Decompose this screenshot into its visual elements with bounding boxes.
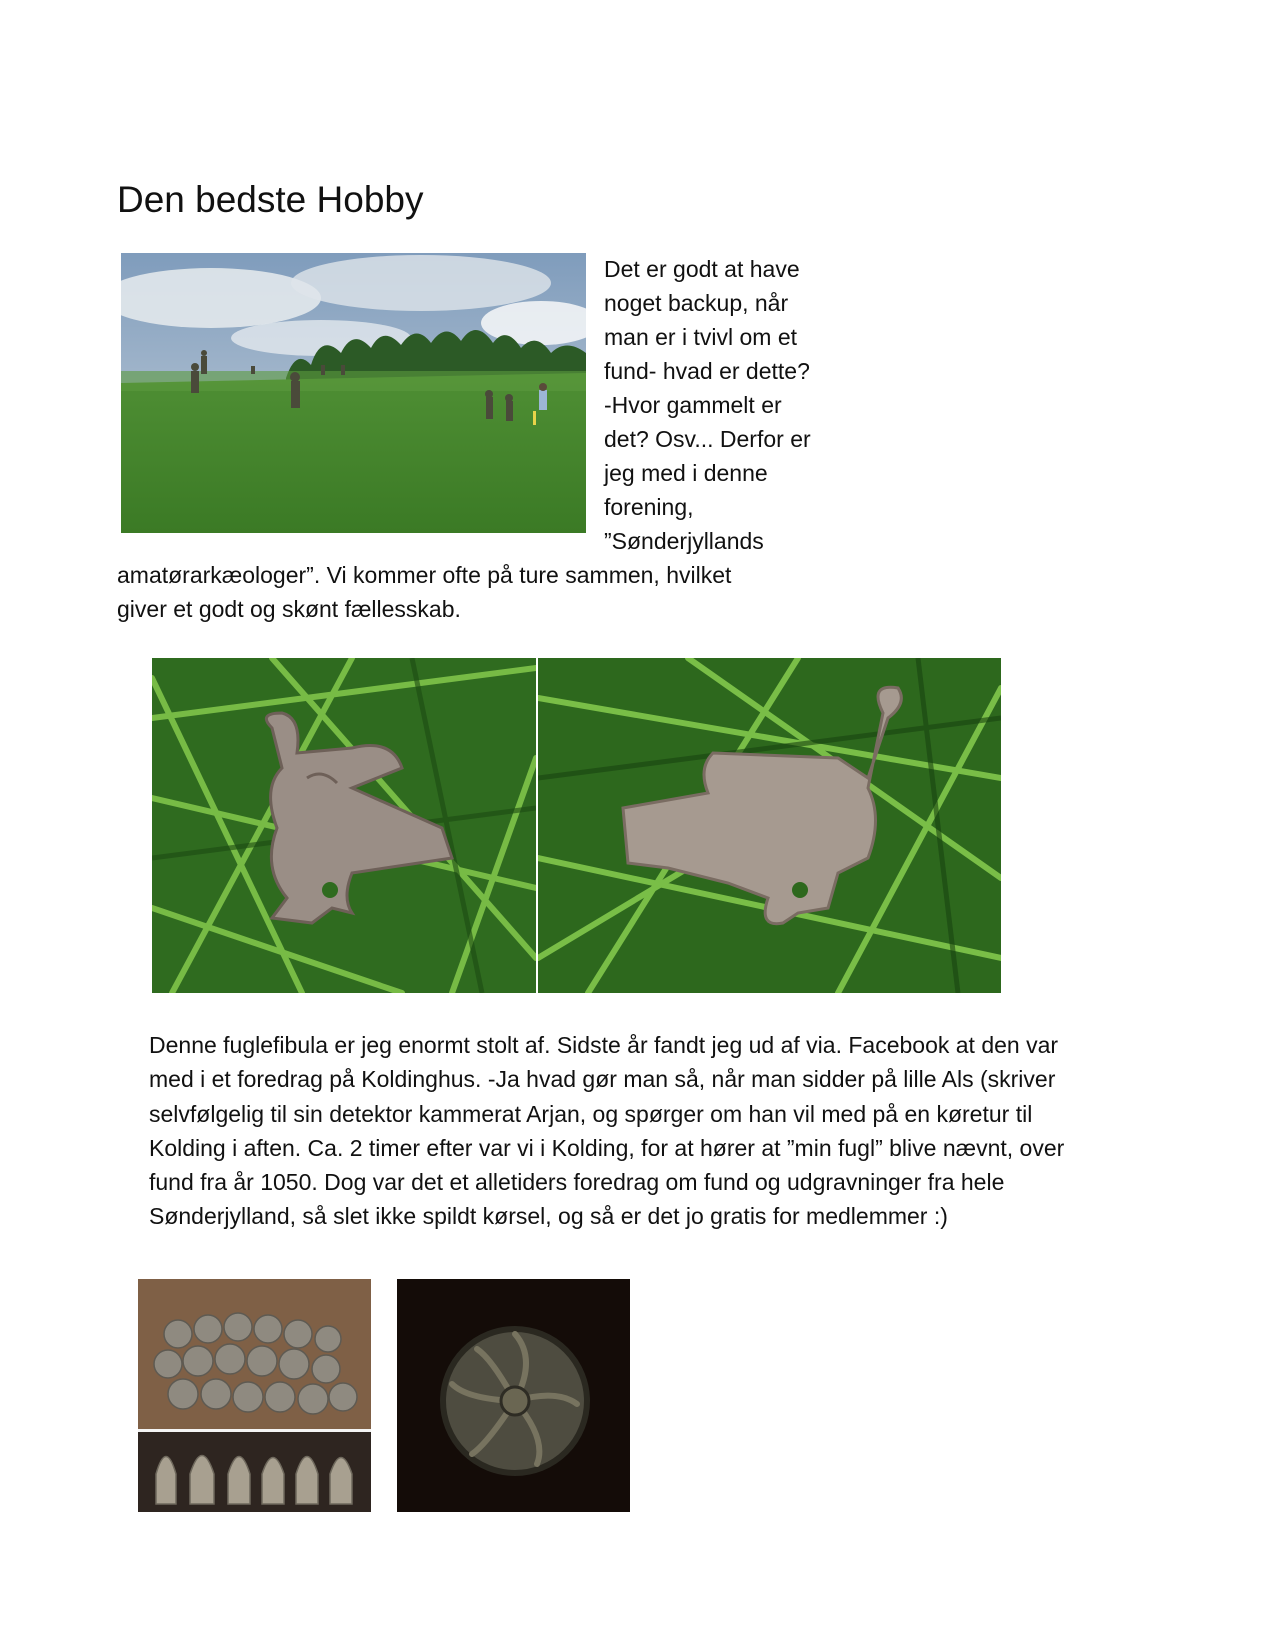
intro-line: fund- hvad er dette? (604, 358, 810, 384)
intro-line: giver et godt og skønt fællesskab. (117, 596, 461, 622)
intro-line: amatørarkæologer”. Vi kommer ofte på ture sammen, hvilket (117, 562, 732, 588)
lead-bullets-photo (138, 1279, 371, 1512)
intro-line: forening, (604, 494, 694, 520)
intro-line: Det er godt at have (604, 256, 800, 282)
intro-line: man er i tvivl om et (604, 324, 797, 350)
page-title: Den bedste Hobby (117, 179, 424, 220)
story-line: Denne fuglefibula er jeg enormt stolt af. Sidste år fandt jeg ud af via. Facebook at den var (149, 1032, 1059, 1058)
story-line: Sønderjylland, så slet ikke spildt kørsel, og så er det jo gratis for medlemmer :) (149, 1203, 948, 1230)
bird-fibula-front-photo (152, 658, 536, 993)
intro-line: -Hvor gammelt er (604, 392, 782, 418)
intro-line: det? Osv... Derfor er (604, 426, 811, 452)
intro-paragraph-side (604, 252, 811, 558)
story-line: fund fra år 1050. Dog var det et alletiders foredrag om fund og udgravninger fra hele (149, 1169, 1005, 1196)
story-line: Kolding i aften. Ca. 2 timer efter var vi i Kolding, for at hører at ”min fugl” blive nævnt, over (149, 1134, 1065, 1161)
intro-line: ”Sønderjyllands (604, 528, 764, 554)
intro-paragraph-wide (117, 558, 731, 626)
bird-fibula-back-photo (538, 658, 1001, 993)
field-detecting-photo (121, 253, 586, 533)
story-paragraph (149, 1028, 1064, 1234)
story-line: med i et foredrag på Koldinghus. -Ja hvad gør man så, når man sidder på lille Als (skriver (149, 1066, 1056, 1093)
intro-line: noget backup, når (604, 290, 789, 316)
decorated-button-photo (397, 1279, 630, 1512)
intro-line: jeg med i denne (604, 460, 768, 486)
story-line: selvfølgelig til sin detektor kammerat Arjan, og spørger om han vil med på en køretur til (149, 1100, 1033, 1127)
